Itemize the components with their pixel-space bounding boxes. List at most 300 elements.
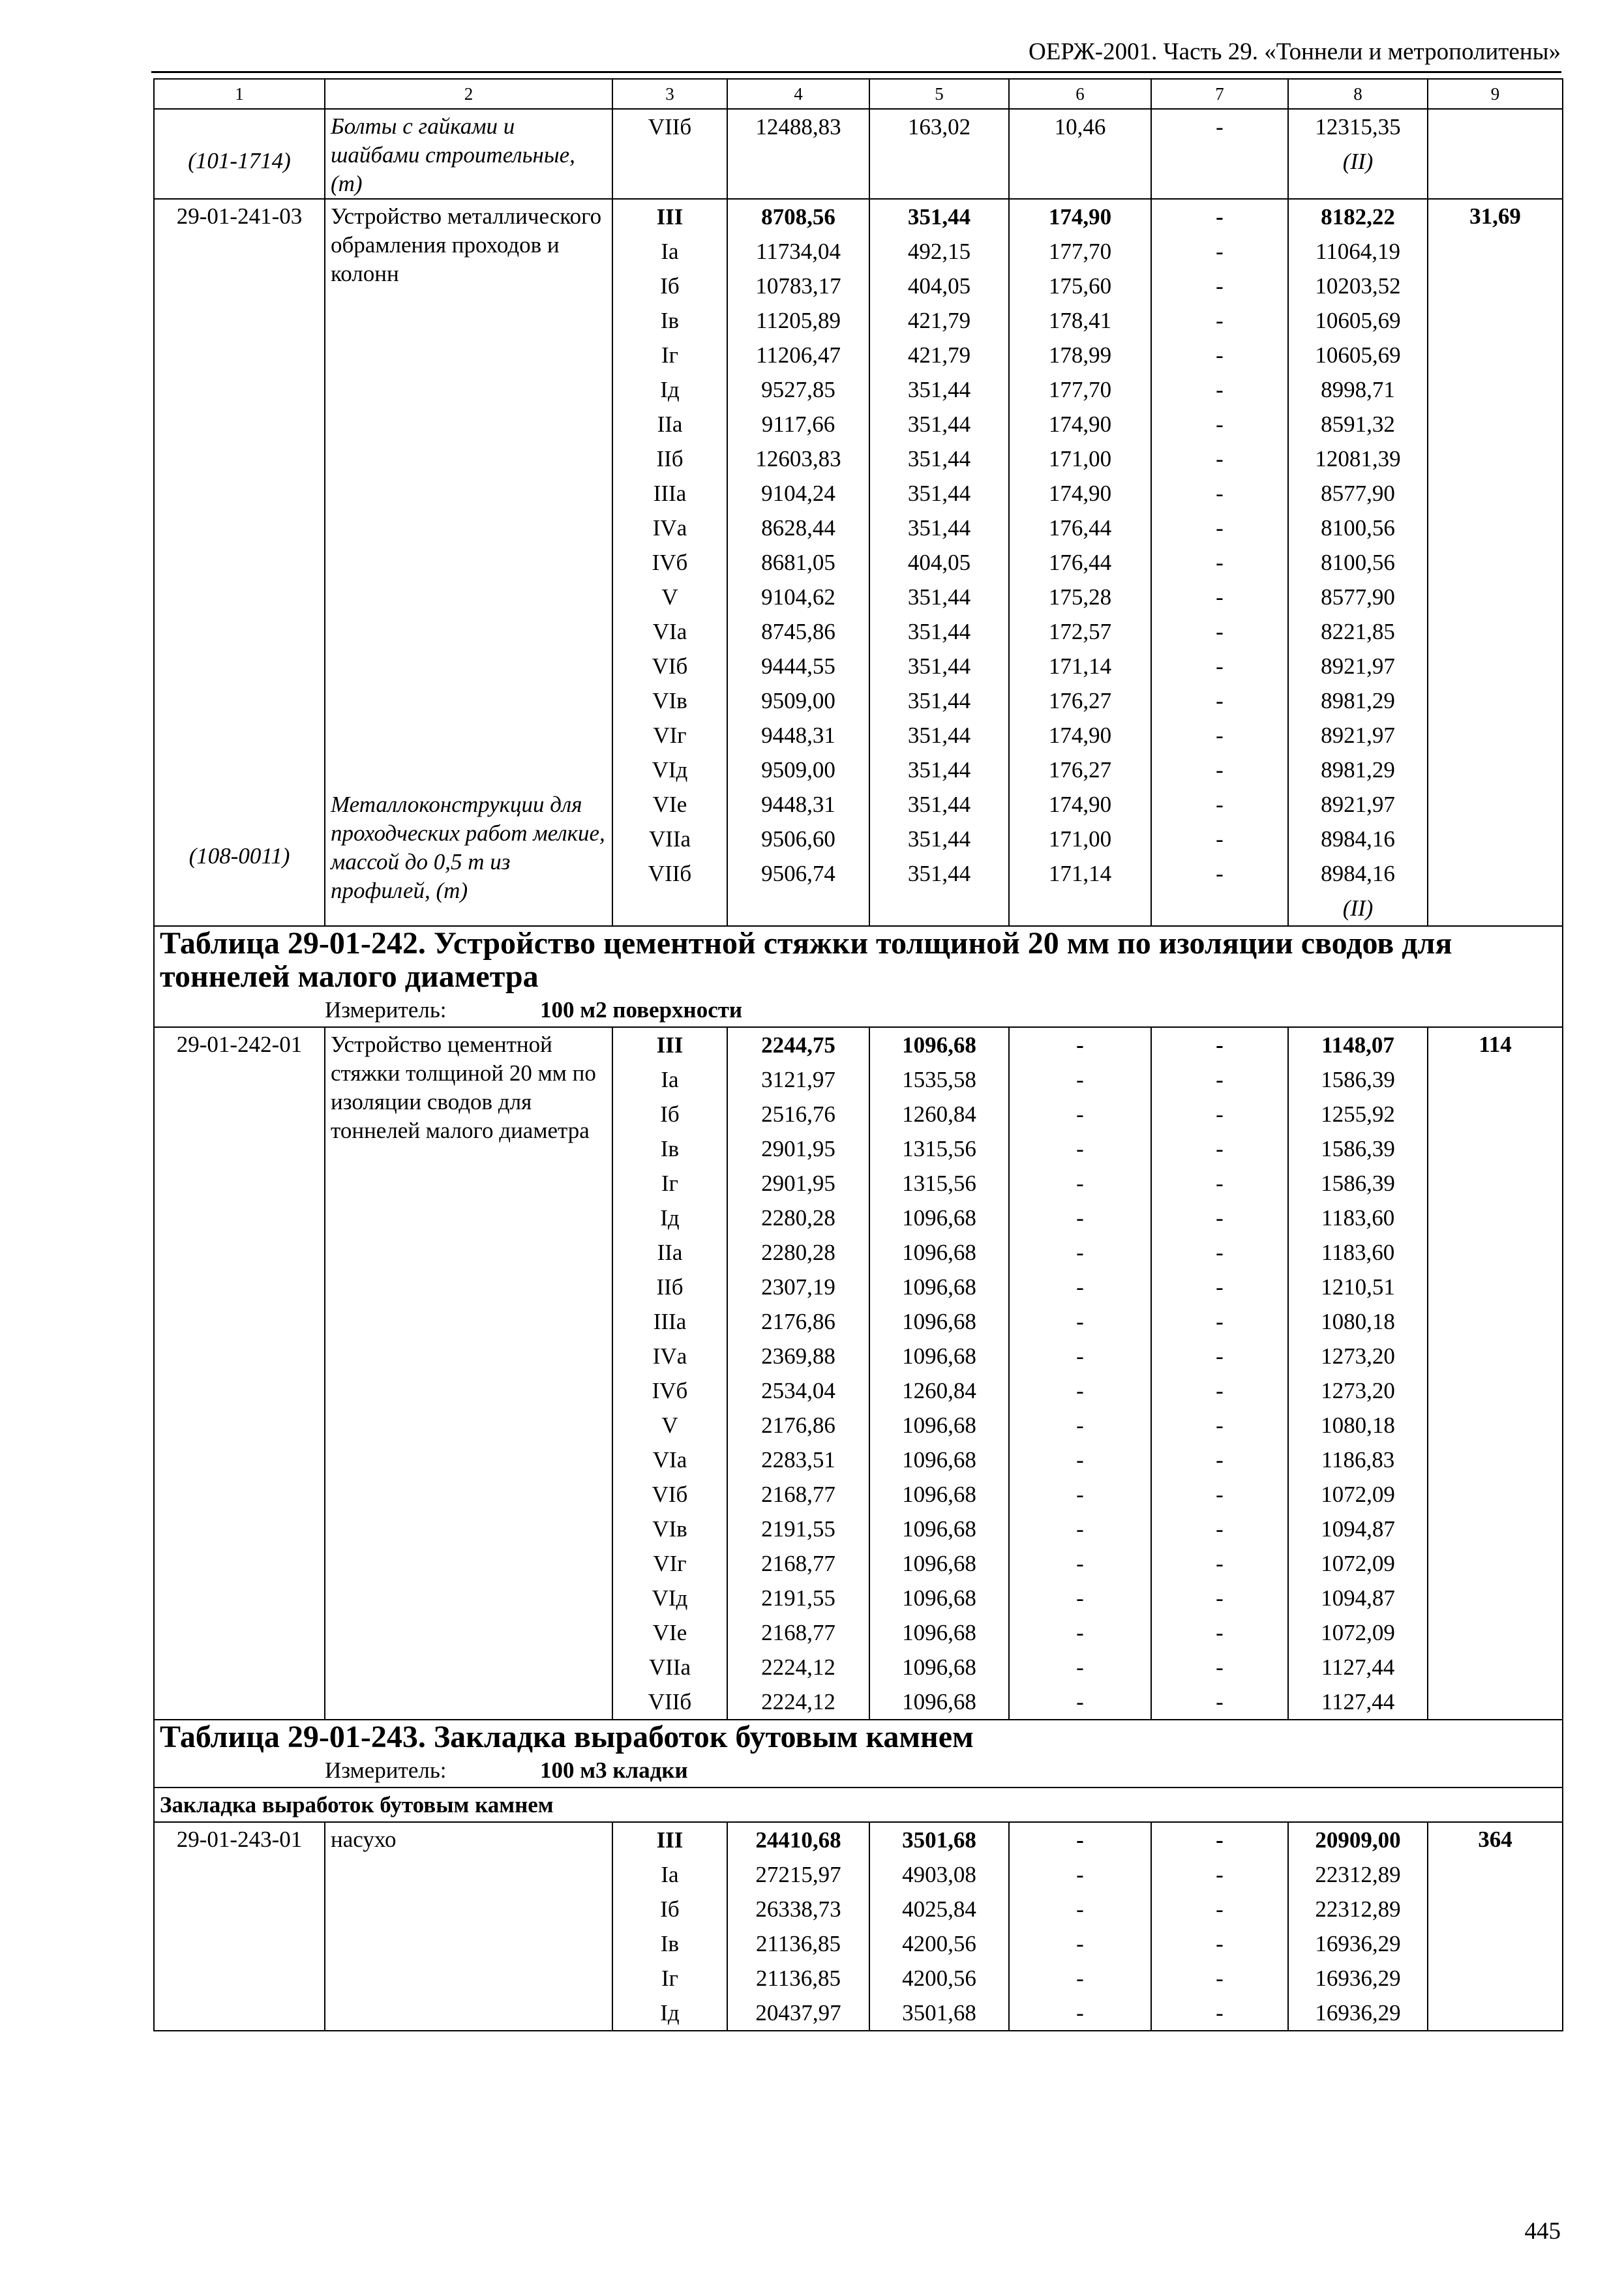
cell-c7: - [1216, 1067, 1224, 1092]
cell-c5: 351,44 [907, 619, 971, 644]
cell-c7: - [1216, 411, 1224, 437]
cell-c4: 9509,00 [761, 688, 835, 713]
cell-c8: 8921,97 [1321, 723, 1395, 748]
cell-c8: 1072,09 [1321, 1482, 1395, 1507]
rate-code-cell [154, 1822, 325, 2031]
cell-c8: 8577,90 [1321, 481, 1395, 506]
cell-c5: 351,44 [907, 792, 971, 817]
cell-zone: VIг [653, 1551, 687, 1576]
measure-cell [154, 1754, 1563, 1788]
cell-c5: 404,05 [907, 273, 971, 299]
cell-c5: 163,02 [907, 114, 971, 140]
cell-c4: 2244,75 [761, 1032, 835, 1058]
machines-cell [1009, 1822, 1151, 2031]
cell-c8: 1080,18 [1321, 1413, 1395, 1438]
cell-c7: - [1216, 1654, 1224, 1680]
cell-c6: - [1076, 2000, 1084, 2026]
zone-cell [612, 199, 727, 926]
cell-c7: - [1216, 1101, 1224, 1127]
cell-c6: - [1076, 1274, 1084, 1300]
cell-zone: VIIб [648, 861, 692, 886]
cell-c4: 9444,55 [761, 653, 835, 679]
materials-cell [1288, 1822, 1428, 2031]
cell-c8: 12081,39 [1315, 446, 1401, 471]
cell-zone: VIа [652, 1447, 687, 1473]
cell-c7: - [1216, 1689, 1224, 1714]
cell-c6: 171,14 [1048, 861, 1112, 886]
column-header-9: 9 [1428, 79, 1563, 109]
cell-c4: 9506,60 [761, 826, 835, 852]
machines-cell [1009, 199, 1151, 926]
cell-c8: 1094,87 [1321, 1585, 1395, 1611]
cell-c5: 351,44 [907, 653, 971, 679]
cell-c5: 1096,68 [902, 1274, 976, 1300]
rate-name-cell [325, 199, 612, 926]
rate-name-cell [325, 1027, 612, 1720]
material-marker: (II) [1342, 149, 1374, 174]
cell-c7: - [1216, 1309, 1224, 1334]
cell-c4: 11205,89 [756, 308, 841, 333]
cell-c6: - [1076, 1654, 1084, 1680]
cell-c5: 421,79 [907, 342, 971, 368]
driver-wages-cell-values [1152, 110, 1287, 144]
cell-c6: - [1076, 1343, 1084, 1369]
cell-c4: 2176,86 [761, 1413, 835, 1438]
cell-c7: - [1216, 481, 1224, 506]
cell-c7: - [1216, 757, 1224, 783]
cell-c8: 10605,69 [1315, 342, 1401, 368]
cell-zone: IVб [652, 1378, 688, 1403]
column-header-4: 4 [727, 79, 869, 109]
cell-c8: 22312,89 [1315, 1862, 1401, 1887]
cell-c7: - [1216, 308, 1224, 333]
cell-c5: 3501,68 [902, 2000, 976, 2026]
cell-c6: 177,70 [1048, 239, 1112, 264]
cell-c4: 8681,05 [761, 550, 835, 575]
cell-c6: - [1076, 1516, 1084, 1542]
cell-c6: 176,27 [1048, 757, 1112, 783]
cell-c4: 9506,74 [761, 861, 835, 886]
cell-c5: 3501,68 [902, 1827, 976, 1853]
cell-c6: - [1076, 1171, 1084, 1196]
cell-c7: - [1216, 826, 1224, 852]
cell-zone: VIе [652, 1620, 687, 1645]
cell-zone: Iб [660, 273, 680, 299]
cell-c6: 10,46 [1054, 114, 1106, 140]
cell-c8: 10203,52 [1315, 273, 1401, 299]
zone-cell-values [613, 200, 727, 891]
cell-c7: - [1216, 1413, 1224, 1438]
wages-cell [869, 109, 1009, 199]
cell-c4: 11206,47 [756, 342, 841, 368]
cell-c5: 351,44 [907, 723, 971, 748]
driver-wages-cell-values [1152, 1028, 1287, 1719]
cell-c7: - [1216, 1931, 1224, 1956]
page-body [153, 78, 1562, 2031]
wages-cell-values [870, 200, 1008, 891]
cell-c7: - [1216, 1378, 1224, 1403]
cell-c4: 8708,56 [761, 204, 835, 230]
cell-c5: 1096,68 [902, 1413, 976, 1438]
cell-c8: 1148,07 [1321, 1032, 1394, 1058]
cell-c5: 351,44 [907, 515, 971, 541]
cell-c4: 20437,97 [755, 2000, 841, 2026]
machines-cell-values [1010, 1823, 1150, 2030]
cell-zone: VIд [652, 757, 688, 783]
cell-c4: 2168,77 [761, 1551, 835, 1576]
cell-c6: - [1076, 1101, 1084, 1127]
cell-c7: - [1216, 204, 1224, 230]
cell-zone: III [656, 204, 684, 230]
cell-c8: 8984,16 [1321, 826, 1395, 852]
material-code: (101-1714) [188, 148, 291, 173]
cell-c6: - [1076, 1240, 1084, 1265]
cell-zone: IIа [657, 1240, 683, 1265]
cell-c8: 1183,60 [1321, 1205, 1395, 1231]
cell-c5: 1260,84 [902, 1378, 976, 1403]
document-header: ОЕРЖ-2001. Часть 29. «Тоннели и метрополитены» [1029, 38, 1561, 65]
cell-c5: 1096,68 [902, 1309, 976, 1334]
cell-c4: 2534,04 [761, 1378, 835, 1403]
cell-c4: 2168,77 [761, 1620, 835, 1645]
cell-c7: - [1216, 1343, 1224, 1369]
cell-c4: 2516,76 [761, 1101, 835, 1127]
column-header-row [154, 79, 1563, 109]
cell-c6: - [1076, 1585, 1084, 1611]
cell-c6: - [1076, 1862, 1084, 1887]
cell-c8: 1094,87 [1321, 1516, 1395, 1542]
cell-c4: 2283,51 [761, 1447, 835, 1473]
cell-c6: 176,27 [1048, 688, 1112, 713]
cell-c8: 20909,00 [1315, 1827, 1401, 1853]
cell-zone: IIIа [653, 1309, 687, 1334]
cell-c4: 12603,83 [755, 446, 841, 471]
cell-c8: 1127,44 [1321, 1689, 1395, 1714]
cell-c8: 8998,71 [1321, 377, 1395, 402]
cell-c8: 1080,18 [1321, 1309, 1395, 1334]
cell-c4: 9104,62 [761, 584, 835, 610]
cell-zone: IIб [656, 1274, 684, 1300]
cell-c8: 1210,51 [1321, 1274, 1395, 1300]
column-header-2: 2 [325, 79, 612, 109]
subheading-row [154, 1788, 1563, 1822]
materials-cell-values [1289, 110, 1427, 179]
rate-name-cell [325, 109, 612, 199]
cell-zone: Iв [660, 308, 680, 333]
cell-c7: - [1216, 1171, 1224, 1196]
cell-c6: 175,28 [1048, 584, 1112, 610]
cell-zone: VIа [652, 619, 687, 644]
cell-c8: 8591,32 [1321, 411, 1395, 437]
labor-cost-cell: 31,69 [1428, 199, 1563, 926]
cell-c8: 8921,97 [1321, 792, 1395, 817]
cell-c7: - [1216, 1862, 1224, 1887]
cell-c6: 172,57 [1048, 619, 1112, 644]
cell-c7: - [1216, 1274, 1224, 1300]
cell-c8: 1586,39 [1321, 1136, 1395, 1161]
machines-cell-values [1010, 200, 1150, 891]
cell-c5: 1096,68 [902, 1654, 976, 1680]
cell-zone: IIб [656, 446, 684, 471]
cell-c6: - [1076, 1551, 1084, 1576]
cell-zone: IVа [652, 515, 687, 541]
cell-c6: - [1076, 1136, 1084, 1161]
cell-c7: - [1216, 653, 1224, 679]
column-header-7: 7 [1151, 79, 1288, 109]
cell-zone: VIб [652, 1482, 688, 1507]
cell-c7: - [1216, 619, 1224, 644]
cell-c6: - [1076, 1966, 1084, 1991]
total-cost-cell [727, 1822, 869, 2031]
cell-c6: 174,90 [1048, 204, 1112, 230]
rate-name: Устройство цементной стяжки толщиной 20 мм по изоляции сводов для тоннелей малого диаметра [331, 1032, 596, 1143]
rate-row-243-01 [154, 1822, 1563, 2031]
cell-c5: 1096,68 [902, 1551, 976, 1576]
cell-c7: - [1216, 1032, 1224, 1058]
material-name: Металлоконструкции для проходческих работ мелкие, массой до 0,5 т из профилей, (т) [331, 792, 605, 903]
zone-cell-values [613, 1823, 727, 2030]
cell-c4: 12488,83 [755, 114, 841, 140]
cell-c4: 27215,97 [755, 1862, 841, 1887]
cell-c8: 8984,16 [1321, 861, 1395, 886]
cell-c6: - [1076, 1896, 1084, 1922]
materials-cell [1288, 1027, 1428, 1720]
cell-c5: 1096,68 [902, 1516, 976, 1542]
materials-cell-values [1289, 1823, 1427, 2030]
cell-c5: 1096,68 [902, 1482, 976, 1507]
driver-wages-cell [1151, 109, 1288, 199]
measure-label: Измеритель: [325, 997, 447, 1023]
rate-code-cell [154, 1027, 325, 1720]
cell-c7: - [1216, 1827, 1224, 1853]
cell-c4: 9448,31 [761, 792, 835, 817]
total-cost-cell-values [728, 110, 869, 144]
material-marker: (II) [1342, 895, 1374, 921]
page-number: 445 [1524, 2218, 1561, 2245]
cell-c5: 4200,56 [902, 1931, 976, 1956]
cell-c5: 351,44 [907, 204, 971, 230]
cell-c6: 174,90 [1048, 792, 1112, 817]
cell-c6: 178,41 [1048, 308, 1112, 333]
cell-c8: 1127,44 [1321, 1654, 1395, 1680]
cell-c7: - [1216, 1205, 1224, 1231]
cell-c4: 2280,28 [761, 1240, 835, 1265]
cell-c8: 1586,39 [1321, 1067, 1395, 1092]
continued-row [154, 109, 1563, 199]
cell-c5: 421,79 [907, 308, 971, 333]
cell-c5: 351,44 [907, 377, 971, 402]
cell-c6: - [1076, 1067, 1084, 1092]
cell-zone: Iг [661, 1171, 678, 1196]
driver-wages-cell [1151, 1027, 1288, 1720]
driver-wages-cell [1151, 199, 1288, 926]
rate-code: 29-01-242-01 [176, 1032, 303, 1057]
cell-c8: 1183,60 [1321, 1240, 1395, 1265]
cell-c4: 9104,24 [761, 481, 835, 506]
cell-c5: 1096,68 [902, 1585, 976, 1611]
cell-c4: 9527,85 [761, 377, 835, 402]
measure-value: 100 м2 поверхности [540, 997, 743, 1023]
rate-code: 29-01-241-03 [176, 203, 303, 229]
cell-c5: 1260,84 [902, 1101, 976, 1127]
cell-c4: 2168,77 [761, 1482, 835, 1507]
cell-c6: 174,90 [1048, 481, 1112, 506]
table-title: Таблица 29-01-242. Устройство цементной стяжки толщиной 20 мм по изоляции сводов для тоннелей малого диаметра [154, 926, 1563, 993]
measure-value: 100 м3 кладки [540, 1758, 688, 1783]
cell-c8: 22312,89 [1315, 1896, 1401, 1922]
cell-c4: 2191,55 [761, 1516, 835, 1542]
cell-c7: - [1216, 861, 1224, 886]
column-header-5: 5 [869, 79, 1009, 109]
rate-name-cell [325, 1822, 612, 2031]
cell-c7: - [1216, 114, 1224, 140]
cell-c8: 1072,09 [1321, 1620, 1395, 1645]
total-cost-cell [727, 199, 869, 926]
cell-c6: 174,90 [1048, 723, 1112, 748]
zone-cell [612, 1822, 727, 2031]
cell-c5: 351,44 [907, 411, 971, 437]
cell-zone: IVа [652, 1343, 687, 1369]
cell-c6: - [1076, 1827, 1084, 1853]
cell-c5: 1315,56 [902, 1171, 976, 1196]
column-header-8: 8 [1288, 79, 1428, 109]
cell-zone: VIв [652, 1516, 687, 1542]
machines-cell [1009, 109, 1151, 199]
cell-c8: 16936,29 [1315, 1931, 1401, 1956]
cell-c8: 10605,69 [1315, 308, 1401, 333]
rate-row-241-03 [154, 199, 1563, 926]
cell-c7: - [1216, 273, 1224, 299]
cell-c5: 1096,68 [902, 1620, 976, 1645]
cell-c4: 2280,28 [761, 1205, 835, 1231]
materials-cell [1288, 199, 1428, 926]
machines-cell [1009, 1027, 1151, 1720]
cell-c7: - [1216, 515, 1224, 541]
cell-c7: - [1216, 550, 1224, 575]
cell-c8: 1273,20 [1321, 1343, 1395, 1369]
cell-c4: 10783,17 [755, 273, 841, 299]
cell-c5: 351,44 [907, 584, 971, 610]
cell-c4: 2176,86 [761, 1309, 835, 1334]
cell-c8: 8577,90 [1321, 584, 1395, 610]
header-rule [151, 71, 1561, 73]
cell-c8: 12315,35 [1315, 114, 1401, 140]
total-cost-cell [727, 109, 869, 199]
cell-c5: 1096,68 [902, 1343, 976, 1369]
cell-c8: 1186,83 [1321, 1447, 1395, 1473]
cell-c6: - [1076, 1931, 1084, 1956]
cell-zone: VIв [652, 688, 687, 713]
cell-c6: - [1076, 1378, 1084, 1403]
cell-c7: - [1216, 1966, 1224, 1991]
cell-c6: - [1076, 1413, 1084, 1438]
cell-c8: 8981,29 [1321, 688, 1395, 713]
cell-c6: 171,00 [1048, 826, 1112, 852]
wages-cell-values [870, 1823, 1008, 2030]
cell-c5: 1096,68 [902, 1689, 976, 1714]
cell-c6: - [1076, 1032, 1084, 1058]
cell-c7: - [1216, 342, 1224, 368]
cell-c8: 1255,92 [1321, 1101, 1395, 1127]
zone-cell [612, 109, 727, 199]
cell-c6: - [1076, 1620, 1084, 1645]
measure-row [154, 1754, 1563, 1788]
rate-code-cell [154, 199, 325, 926]
cell-c5: 351,44 [907, 688, 971, 713]
machines-cell-values [1010, 1028, 1150, 1719]
cell-c4: 9448,31 [761, 723, 835, 748]
cell-c4: 21136,85 [756, 1931, 841, 1956]
materials-cell-values [1289, 1028, 1427, 1719]
cell-c5: 351,44 [907, 826, 971, 852]
machines-cell-values [1010, 110, 1150, 144]
cell-zone: Iг [661, 1966, 678, 1991]
cell-c5: 4200,56 [902, 1966, 976, 1991]
cell-c5: 1096,68 [902, 1205, 976, 1231]
cell-c8: 8921,97 [1321, 653, 1395, 679]
cell-zone: Iд [660, 377, 680, 402]
cell-zone: III [656, 1827, 684, 1853]
cell-c7: - [1216, 1482, 1224, 1507]
cell-c6: - [1076, 1482, 1084, 1507]
cell-c4: 9509,00 [761, 757, 835, 783]
table-title-row [154, 926, 1563, 993]
cell-zone: Iа [661, 239, 679, 264]
rate-row-242-01 [154, 1027, 1563, 1720]
cell-c8: 8100,56 [1321, 550, 1395, 575]
cell-c4: 9117,66 [761, 411, 835, 437]
cell-zone: Iа [661, 1067, 679, 1092]
wages-cell-values [870, 1028, 1008, 1719]
total-cost-cell-values [728, 1823, 869, 2030]
wages-cell [869, 1822, 1009, 2031]
cell-c6: - [1076, 1689, 1084, 1714]
table-title-row [154, 1720, 1563, 1754]
rate-code-cell [154, 109, 325, 199]
cell-c8: 8100,56 [1321, 515, 1395, 541]
cell-c6: 178,99 [1048, 342, 1112, 368]
cell-c4: 8745,86 [761, 619, 835, 644]
cell-c4: 26338,73 [755, 1896, 841, 1922]
cell-c5: 492,15 [907, 239, 971, 264]
column-header-3: 3 [612, 79, 727, 109]
total-cost-cell [727, 1027, 869, 1720]
cell-zone: IIа [657, 411, 683, 437]
cell-c5: 1096,68 [902, 1447, 976, 1473]
rates-table [153, 78, 1563, 2031]
wages-cell-values [870, 110, 1008, 144]
driver-wages-cell [1151, 1822, 1288, 2031]
labor-cost-cell [1428, 109, 1563, 199]
cell-c7: - [1216, 688, 1224, 713]
cell-c7: - [1216, 723, 1224, 748]
cell-c6: 176,44 [1048, 515, 1112, 541]
cell-c6: 171,14 [1048, 653, 1112, 679]
cell-c4: 2307,19 [761, 1274, 835, 1300]
cell-c4: 2224,12 [761, 1689, 835, 1714]
driver-wages-cell-values [1152, 200, 1287, 891]
measure-cell [154, 993, 1563, 1027]
cell-c5: 351,44 [907, 446, 971, 471]
cell-c5: 1096,68 [902, 1032, 976, 1058]
cell-c6: - [1076, 1205, 1084, 1231]
cell-c4: 2901,95 [761, 1136, 835, 1161]
rate-name: насухо [331, 1827, 397, 1852]
materials-cell-values [1289, 200, 1427, 925]
cell-zone: IVб [652, 550, 688, 575]
total-cost-cell-values [728, 1028, 869, 1719]
cell-c5: 351,44 [907, 757, 971, 783]
